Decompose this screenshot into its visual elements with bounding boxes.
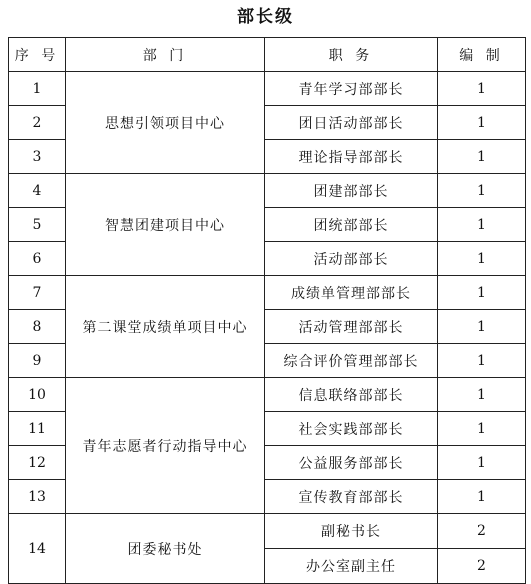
row-number: 1: [9, 72, 66, 106]
table-row: [9, 72, 526, 106]
row-number: 12: [9, 446, 66, 480]
quota-cell: 1: [438, 310, 526, 344]
quota-cell: 2: [438, 514, 526, 549]
header-position: 职 务: [265, 38, 438, 72]
position-cell: 综合评价管理部部长: [265, 344, 438, 378]
row-number: 3: [9, 140, 66, 174]
position-cell: 副秘书长: [265, 514, 438, 549]
position-cell: 信息联络部部长: [265, 378, 438, 412]
department-cell: 智慧团建项目中心: [66, 174, 265, 276]
table-row: [9, 514, 526, 549]
quota-cell: 1: [438, 140, 526, 174]
quota-cell: 1: [438, 276, 526, 310]
department-cell: 团委秘书处: [66, 514, 265, 584]
position-cell: 公益服务部部长: [265, 446, 438, 480]
position-cell: 青年学习部部长: [265, 72, 438, 106]
quota-cell: 1: [438, 242, 526, 276]
department-cell: 青年志愿者行动指导中心: [66, 378, 265, 514]
row-number: 11: [9, 412, 66, 446]
table-row: [9, 378, 526, 412]
row-number: 7: [9, 276, 66, 310]
position-cell: 团建部部长: [265, 174, 438, 208]
quota-cell: 1: [438, 412, 526, 446]
position-cell: 活动部部长: [265, 242, 438, 276]
position-cell: 活动管理部部长: [265, 310, 438, 344]
quota-cell: 1: [438, 174, 526, 208]
position-cell: 理论指导部部长: [265, 140, 438, 174]
row-number: 5: [9, 208, 66, 242]
header-department: 部 门: [66, 38, 265, 72]
quota-cell: 1: [438, 72, 526, 106]
position-cell: 团日活动部部长: [265, 106, 438, 140]
position-cell: 成绩单管理部部长: [265, 276, 438, 310]
department-cell: 思想引领项目中心: [66, 72, 265, 174]
row-number: 9: [9, 344, 66, 378]
quota-cell: 1: [438, 480, 526, 514]
position-cell: 社会实践部部长: [265, 412, 438, 446]
position-cell: 办公室副主任: [265, 549, 438, 584]
header-quota: 编 制: [438, 38, 526, 72]
row-number: 2: [9, 106, 66, 140]
row-number: 6: [9, 242, 66, 276]
document-title: 部长级: [237, 7, 294, 27]
row-number: 8: [9, 310, 66, 344]
row-number: 13: [9, 480, 66, 514]
quota-cell: 1: [438, 106, 526, 140]
table-row: [9, 276, 526, 310]
header-number: 序 号: [9, 38, 66, 72]
department-cell: 第二课堂成绩单项目中心: [66, 276, 265, 378]
quota-cell: 1: [438, 378, 526, 412]
quota-cell: 1: [438, 208, 526, 242]
row-number: 4: [9, 174, 66, 208]
quota-cell: 1: [438, 344, 526, 378]
position-cell: 团统部部长: [265, 208, 438, 242]
staffing-table: [8, 37, 526, 584]
row-number: 10: [9, 378, 66, 412]
quota-cell: 2: [438, 549, 526, 584]
quota-cell: 1: [438, 446, 526, 480]
header-row: [9, 38, 526, 72]
position-cell: 宣传教育部部长: [265, 480, 438, 514]
table-row: [9, 174, 526, 208]
row-number: 14: [9, 514, 66, 584]
